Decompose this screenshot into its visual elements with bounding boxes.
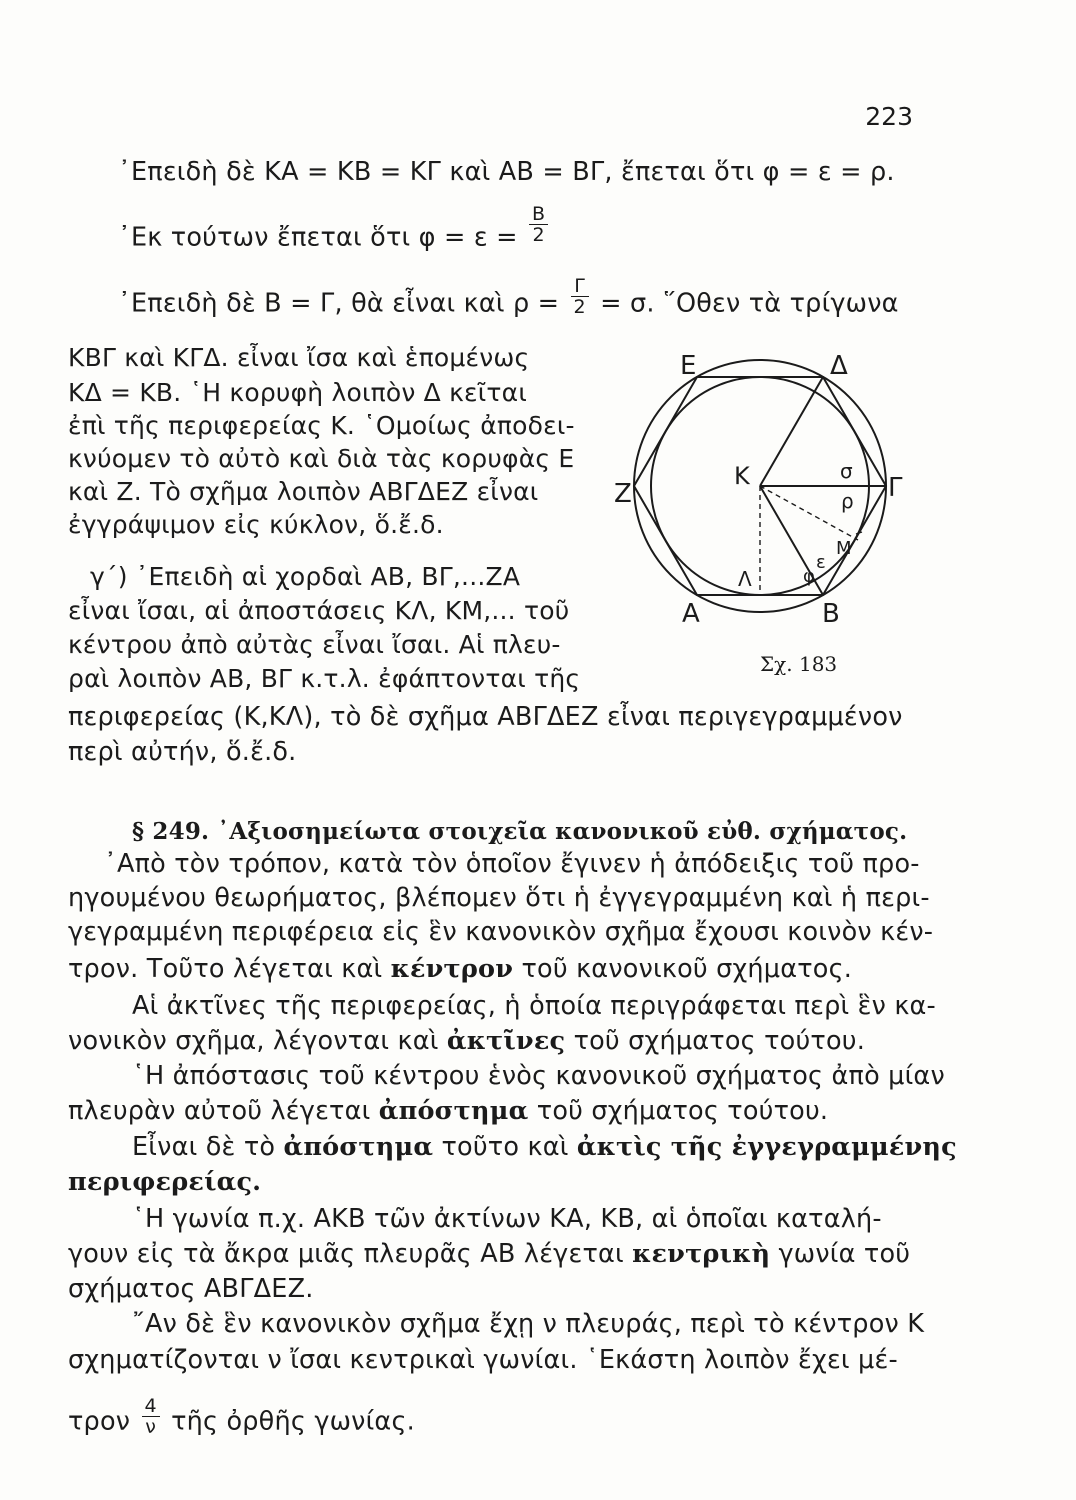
text-line-1: ᾿Επειδὴ δὲ ΚΑ = ΚΒ = ΚΓ καὶ ΑΒ = ΒΓ, ἔπεται ὅτι φ = ε = ρ.	[118, 157, 895, 187]
body-line-1: ᾿Απὸ τὸν τρόπον, κατὰ τὸν ὁποῖον ἔγινεν ἡ ἀπόδειξις τοῦ προ-	[104, 849, 920, 879]
body-line-9-mid: τοῦτο καὶ	[441, 1132, 569, 1162]
label-vertex-d: Δ	[830, 351, 848, 381]
text-line-7: κνύομεν τὸ αὐτὸ καὶ διὰ τὰς κορυφὰς Ε	[68, 444, 575, 473]
term-periferias: περιφερείας.	[68, 1167, 262, 1197]
label-vertex-z: Ζ	[614, 479, 632, 509]
text-line-11: εἶναι ἴσαι, αἱ ἀποστάσεις ΚΛ, ΚΜ,... τοῦ	[68, 596, 570, 625]
text-line-4: ΚΒΓ καὶ ΚΓΔ. εἶναι ἴσα καὶ ἑπομένως	[68, 343, 530, 372]
term-apostima: ἀπόστημα	[378, 1096, 529, 1126]
body-line-4-end: τοῦ κανονικοῦ σχήματος.	[521, 954, 853, 984]
label-center-k: Κ	[734, 462, 750, 490]
label-point-m: Μ	[836, 538, 852, 559]
page-number: 223	[865, 102, 913, 131]
body-line-12-end: γωνία τοῦ	[778, 1239, 911, 1269]
body-line-5: Αἱ ἀκτῖνες τῆς περιφερείας, ἡ ὁποία περιγράφεται περὶ ἓν κα-	[132, 991, 936, 1021]
label-angle-epsilon: ε	[816, 552, 826, 573]
text-line-8: καὶ Ζ. Τὸ σχῆμα λοιπὸν ΑΒΓΔΕΖ εἶναι	[68, 477, 539, 506]
fraction-denominator: ν	[145, 1416, 157, 1438]
label-angle-sigma: σ	[840, 459, 853, 483]
text-line-3-main: ᾿Επειδὴ δὲ Β = Γ, θὰ εἶναι καὶ ρ =	[118, 288, 560, 319]
label-vertex-b: Β	[822, 599, 840, 629]
text-line-5: ΚΔ = ΚΒ. ῾Η κορυφὴ λοιπὸν Δ κεῖται	[68, 378, 528, 407]
body-line-3: γεγραμμένη περιφέρεια εἰς ἓν κανονικὸν σχῆμα ἔχουσι κοινὸν κέν-	[68, 917, 934, 947]
fraction-numerator: Β	[529, 204, 548, 225]
body-line-15: σχηματίζονται ν ἴσαι κεντρικαὶ γωνίαι. ῾Εκάστη λοιπὸν ἔχει μέ-	[68, 1345, 898, 1375]
fraction-numerator: 4	[142, 1396, 160, 1417]
body-line-12-start: γουν εἰς τὰ ἄκρα μιᾶς πλευρᾶς ΑΒ λέγεται	[68, 1239, 624, 1269]
label-vertex-g: Γ	[888, 473, 903, 503]
right-angle-mark	[856, 532, 862, 534]
body-line-16-end: τῆς ὀρθῆς γωνίας.	[171, 1406, 415, 1437]
section-number: § 249.	[132, 818, 210, 845]
section-heading	[132, 815, 907, 848]
body-line-8-start: πλευρὰν αὐτοῦ λέγεται	[68, 1096, 371, 1126]
body-line-9-start: Εἶναι δὲ τὸ	[132, 1132, 276, 1162]
fraction-b-over-2	[529, 204, 548, 245]
body-line-8	[68, 1095, 828, 1127]
text-line-14: περιφερείας (Κ,ΚΛ), τὸ δὲ σχῆμα ΑΒΓΔΕΖ εἶναι περιγεγραμμένον	[68, 702, 903, 732]
fraction-g-over-2	[571, 276, 589, 317]
text-line-3	[118, 275, 899, 325]
text-line-15: περὶ αὐτήν, ὅ.ἔ.δ.	[68, 737, 297, 767]
label-angle-rho: ρ	[841, 489, 854, 513]
text-line-3-end: = σ. ῞Οθεν τὰ τρίγωνα	[600, 288, 899, 319]
body-line-9	[132, 1131, 957, 1163]
body-line-11: ῾Η γωνία π.χ. ΑΚΒ τῶν ἀκτίνων ΚΑ, ΚΒ, αἱ ὁποῖαι καταλή-	[132, 1204, 882, 1234]
fraction-denominator: 2	[573, 296, 586, 318]
fraction-denominator: 2	[532, 224, 545, 246]
label-point-l: Λ	[738, 567, 752, 591]
term-aktines: ἀκτῖνες	[446, 1026, 566, 1056]
text-line-6: ἐπὶ τῆς περιφερείας Κ. ῾Ομοίως ἀποδει-	[68, 411, 575, 440]
term-kentron: κέντρον	[390, 954, 514, 984]
term-aktis-engegrammenis: ἀκτὶς τῆς ἐγγεγραμμένης	[576, 1132, 957, 1162]
body-line-4	[68, 953, 852, 985]
fraction-numerator: Γ	[571, 276, 589, 297]
body-line-6-start: νονικὸν σχῆμα, λέγονται καὶ	[68, 1026, 439, 1056]
figure-caption: Σχ. 183	[760, 652, 838, 676]
fraction-4-over-nu	[142, 1396, 160, 1437]
body-line-6	[68, 1025, 865, 1057]
label-vertex-a: Α	[682, 599, 700, 629]
body-line-6-end: τοῦ σχήματος τούτου.	[573, 1026, 866, 1056]
body-line-10	[68, 1166, 261, 1198]
term-kentriki: κεντρικὴ	[632, 1239, 771, 1269]
text-line-2	[118, 203, 551, 259]
text-line-2-main: ᾿Εκ τούτων ἔπεται ὅτι φ = ε =	[118, 222, 518, 253]
text-line-12: κέντρου ἀπὸ αὐτὰς εἶναι ἴσαι. Αἱ πλευ-	[68, 630, 561, 659]
term-apostima-2: ἀπόστημα	[283, 1132, 434, 1162]
text-line-13: ραὶ λοιπὸν ΑΒ, ΒΓ κ.τ.λ. ἐφάπτονται τῆς	[68, 664, 581, 693]
body-line-14: ῎Αν δὲ ἓν κανονικὸν σχῆμα ἔχῃ ν πλευράς, περὶ τὸ κέντρον Κ	[132, 1309, 925, 1339]
label-vertex-e: Ε	[680, 351, 697, 381]
section-title: ᾿Αξιοσημείωτα στοιχεῖα κανονικοῦ εὐθ. σχήματος.	[217, 818, 908, 845]
body-line-8-end: τοῦ σχήματος τούτου.	[536, 1096, 829, 1126]
label-angle-phi: φ	[803, 566, 815, 587]
text-line-9: ἐγγράψιμον εἰς κύκλον, ὅ.ἔ.δ.	[68, 510, 444, 539]
hexagon-diagram	[610, 351, 910, 680]
body-line-12	[68, 1238, 910, 1270]
body-line-4-start: τρον. Τοῦτο λέγεται καὶ	[68, 954, 383, 984]
body-line-16	[68, 1395, 415, 1443]
radius-kd	[760, 377, 823, 486]
text-line-10: γ΄) ᾿Επειδὴ αἱ χορδαὶ ΑΒ, ΒΓ,...ΖΑ	[90, 562, 521, 591]
body-line-13: σχήματος ΑΒΓΔΕΖ.	[68, 1274, 314, 1304]
figure-hexagon-circles	[610, 351, 910, 680]
body-line-2: ηγουμένου θεωρήματος, βλέπομεν ὅτι ἡ ἐγγεγραμμένη καὶ ἡ περι-	[68, 883, 930, 913]
body-line-16-start: τρον	[68, 1406, 131, 1437]
body-line-7: ῾Η ἀπόστασις τοῦ κέντρου ἑνὸς κανονικοῦ σχήματος ἀπὸ μίαν	[132, 1061, 945, 1091]
